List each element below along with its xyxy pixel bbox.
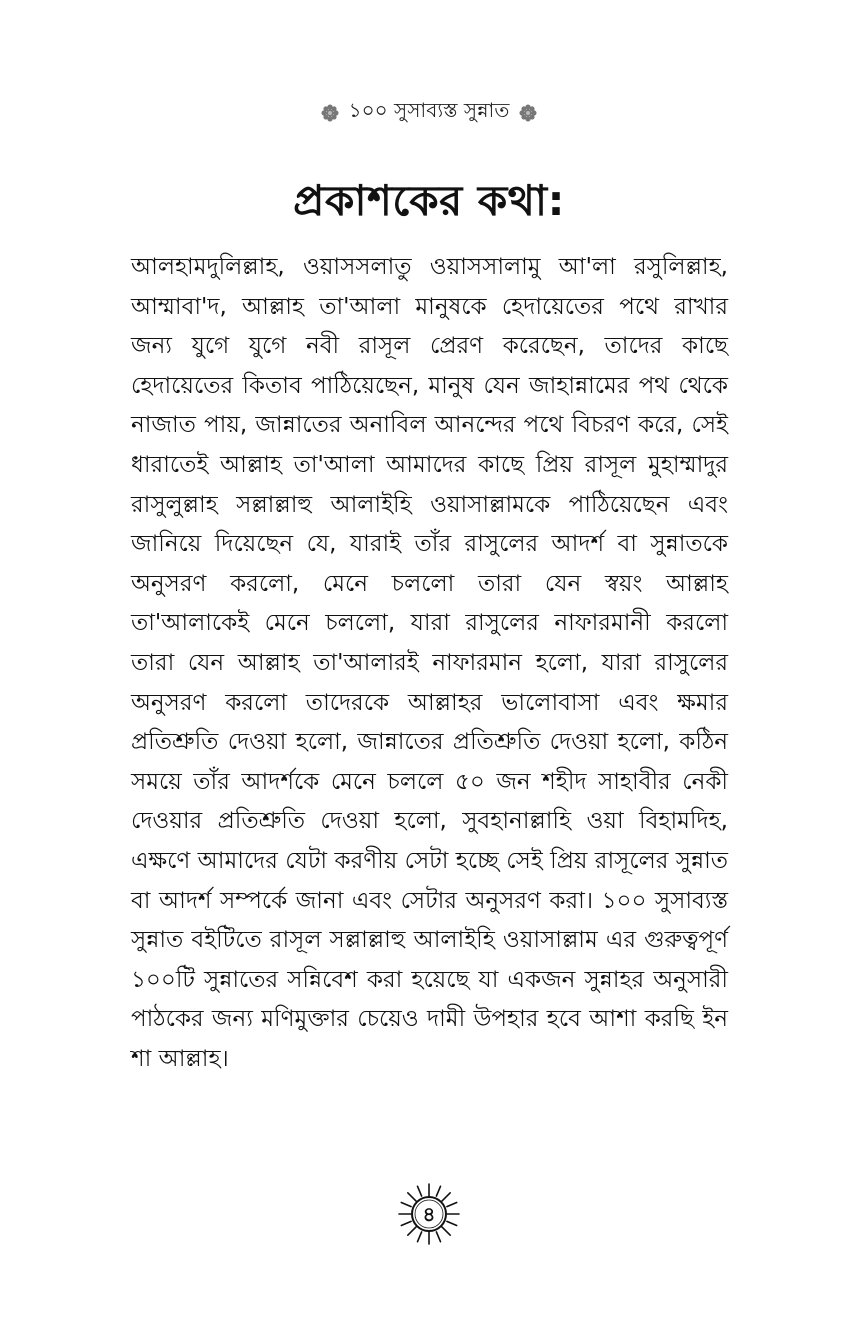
page-number-badge — [397, 1182, 461, 1246]
page-number: ৪ — [422, 1202, 436, 1226]
running-title: ১০০ সুসাব্যস্ত সুন্নাত — [348, 98, 510, 122]
body-paragraph: আলহামদুলিল্লাহ, ওয়াসসলাতু ওয়াসসালামু আ'লা রসুলিল্লাহ, আম্মাবা'দ, আল্লাহ তা'আলা মানুষকে হেদায়েতের পথে রাখার জন্য যুগে যুগে নবী রাসূল প্রেরণ করেছেন, তাদের কাছে হেদায়েতের কিতাব পাঠিয়েছেন, মানুষ যেন জাহান্নামের পথ থেকে নাজাত পায়, জান্নাতের অনাবিল আনন্দের পথে বিচরণ করে, সেই ধারাতেই আল্লাহ তা'আলা আমাদের কাছে প্রিয় রাসূল মুহাম্মাদুর রাসুলুল্লাহ সল্লাল্লাহু আলাইহি ওয়াসাল্লামকে পাঠিয়েছেন এবং জানিয়ে দিয়েছেন যে, যারাই তাঁর রাসুলের আদর্শ বা সুন্নাতকে অনুসরণ করলো, মেনে চললো তারা যেন স্বয়ং আল্লাহ তা'আলাকেই মেনে চললো, যারা রাসুলের নাফারমানী করলো তারা যেন আল্লাহ তা'আলারই নাফারমান হলো, যারা রাসুলের অনুসরণ করলো তাদেরকে আল্লাহর ভালোবাসা এবং ক্ষমার প্রতিশ্রুতি দেওয়া হলো, জান্নাতের প্রতিশ্রুতি দেওয়া হলো, কঠিন সময়ে তাঁর আদর্শকে মেনে চললে ৫০ জন শহীদ সাহাবীর নেকী দেওয়ার প্রতিশ্রুতি দেওয়া হলো, সুবহানাল্লাহি ওয়া বিহামদিহ, এক্ষণে আমাদের যেটা করণীয় সেটা হচ্ছে সেই প্রিয় রাসূলের সুন্নাত বা আদর্শ সম্পর্কে জানা এবং সেটার অনুসরণ করা। ১০০ সুসাব্যস্ত সুন্নাত বইটিতে রাসূল সল্লাল্লাহু আলাইহি ওয়াসাল্লাম এর গুরুত্বপূর্ণ ১০০টি সুন্নাতের সন্নিবেশ করা হয়েছে যা একজন সুন্নাহর অনুসারী পাঠকের জন্য মণিমুক্তার চেয়েও দামী উপহার হবে আশা করছি ইন শা আল্লাহ। — [131, 254, 728, 1072]
chapter-title: প্রকাশকের কথা: — [293, 176, 565, 225]
flower-icon — [321, 104, 339, 122]
flower-icon — [519, 104, 537, 122]
running-header — [0, 96, 858, 129]
